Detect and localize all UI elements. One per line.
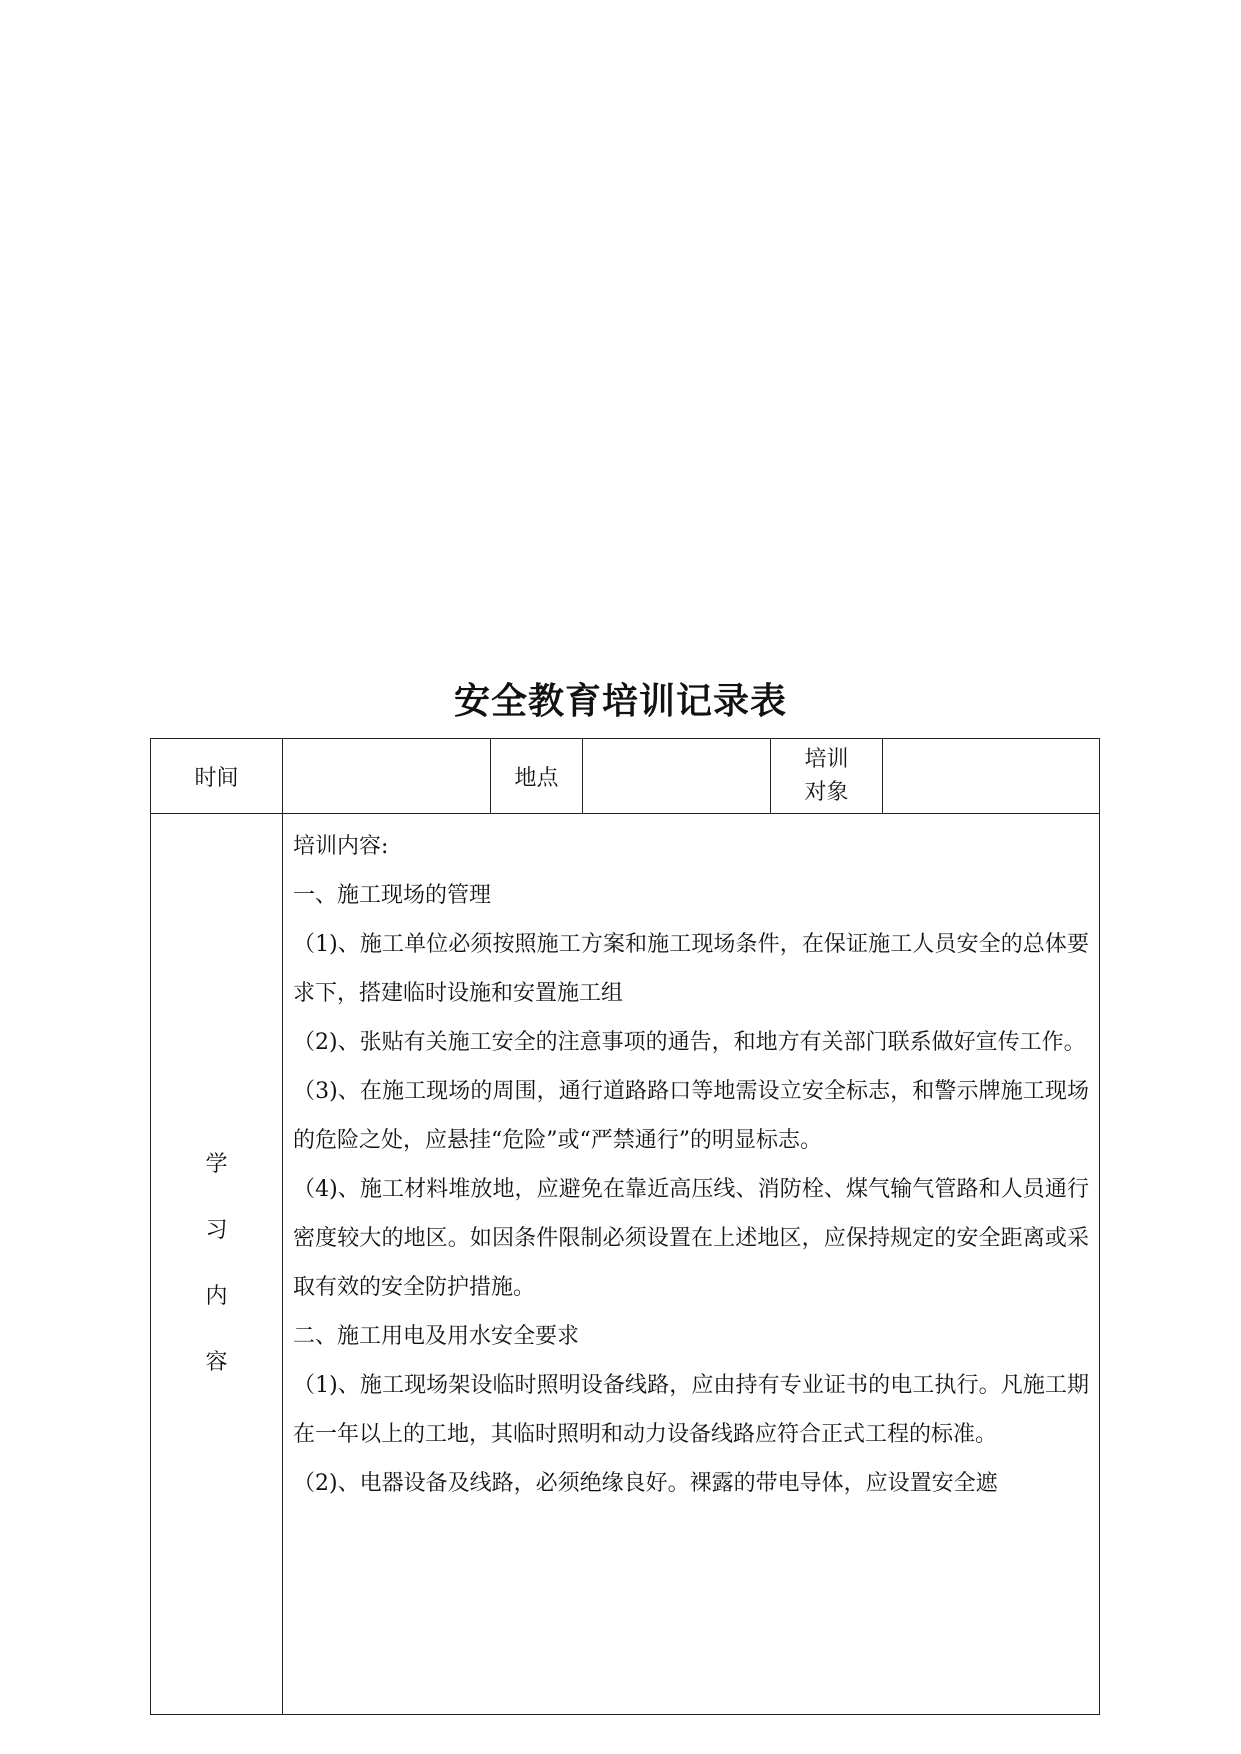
content-paragraph: （2)、张贴有关施工安全的注意事项的通告，和地方有关部门联系做好宣传工作。 [293,1030,1086,1055]
target-label-line1: 培训 [804,747,849,772]
time-value-field[interactable] [283,739,491,814]
target-label-line2: 对象 [804,780,849,805]
side-label-char: 学 [205,1152,228,1177]
content-paragraph: （1)、施工现场架设临时照明设备线路，应由持有专业证书的电工执行。凡施工期在一年以上的工地，其临时照明和动力设备线路应符合正式工程的标准。 [293,1373,1089,1447]
content-paragraph: （2)、电器设备及线路，必须绝缘良好。裸露的带电导体，应设置安全遮 [293,1471,998,1496]
time-label: 时间 [151,739,283,814]
content-row [151,814,1100,1715]
side-label-char: 容 [205,1350,228,1375]
target-label [771,739,883,814]
content-paragraph: （1)、施工单位必须按照施工方案和施工现场条件，在保证施工人员安全的总体要求下，搭建临时设施和安置施工组 [293,932,1089,1006]
document-title: 安全教育培训记录表 [453,680,787,722]
place-value-field[interactable] [583,739,771,814]
side-label-char: 内 [205,1284,228,1309]
section-heading: 二、施工用电及用水安全要求 [293,1324,580,1349]
training-content-cell [283,814,1100,1715]
content-heading: 培训内容: [293,834,389,859]
header-row [151,739,1100,814]
place-label: 地点 [491,739,583,814]
content-paragraph: （4)、施工材料堆放地，应避免在靠近高压线、消防栓、煤气输气管路和人员通行密度较大的地区。如因条件限制必须设置在上述地区，应保持规定的安全距离或采取有效的安全防护措施。 [293,1177,1089,1300]
target-value-field[interactable] [883,739,1100,814]
study-content-label [151,814,283,1715]
section-heading: 一、施工现场的管理 [293,883,492,908]
side-label-char: 习 [205,1218,228,1243]
training-record-table [150,738,1100,1715]
content-paragraph: （3)、在施工现场的周围，通行道路路口等地需设立安全标志，和警示牌施工现场的危险之处，应悬挂“危险”或“严禁通行”的明显标志。 [293,1079,1089,1153]
